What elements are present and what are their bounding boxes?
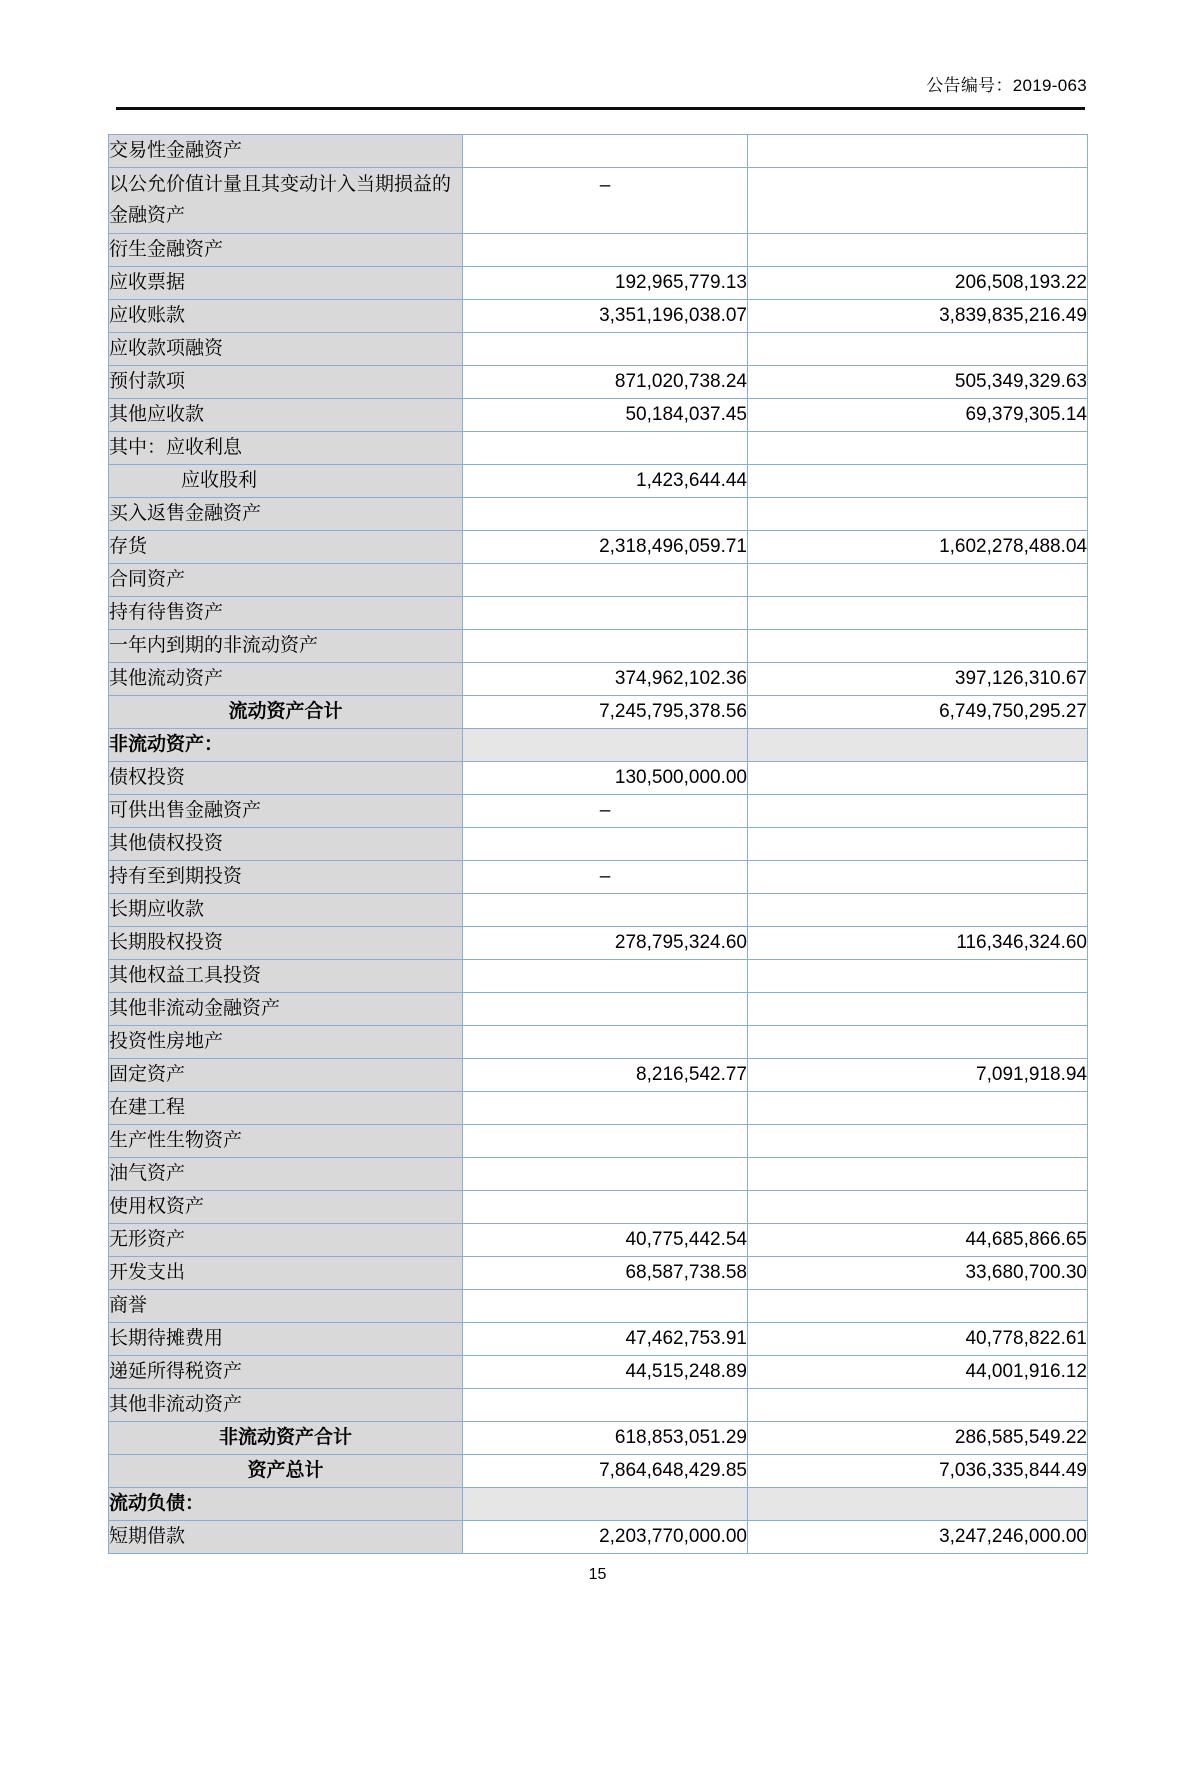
item-label-cell: 资产总计 [109,1455,463,1488]
header-divider [116,107,1085,110]
item-label-cell: 其他权益工具投资 [109,960,463,993]
table-row [109,531,1088,564]
current-value-cell [463,1158,748,1191]
table-row [109,1059,1088,1092]
item-label-cell: 买入返售金融资产 [109,498,463,531]
table-row [109,894,1088,927]
current-value-cell [463,1092,748,1125]
previous-value-cell: 44,001,916.12 [748,1356,1088,1389]
item-label-cell: 其他流动资产 [109,663,463,696]
previous-value-cell: 33,680,700.30 [748,1257,1088,1290]
item-label-cell: 持有至到期投资 [109,861,463,894]
balance-sheet-body [109,135,1088,1554]
table-row [109,993,1088,1026]
table-row [109,1521,1088,1554]
item-label-cell: 递延所得税资产 [109,1356,463,1389]
table-row [109,168,1088,234]
table-row [109,1191,1088,1224]
previous-value-cell: 1,602,278,488.04 [748,531,1088,564]
item-label-cell: 持有待售资产 [109,597,463,630]
current-value-cell: 1,423,644.44 [463,465,748,498]
item-label-cell: 合同资产 [109,564,463,597]
previous-value-cell [748,894,1088,927]
item-label-cell: 油气资产 [109,1158,463,1191]
previous-value-cell: 116,346,324.60 [748,927,1088,960]
previous-value-cell [748,1026,1088,1059]
current-value-cell: 8,216,542.77 [463,1059,748,1092]
item-label-cell: 流动负债： [109,1488,463,1521]
current-value-cell [463,960,748,993]
previous-value-cell [748,432,1088,465]
current-value-cell [463,1290,748,1323]
current-value-cell: 618,853,051.29 [463,1422,748,1455]
current-value-cell: 278,795,324.60 [463,927,748,960]
current-value-cell: 40,775,442.54 [463,1224,748,1257]
current-value-cell [463,1389,748,1422]
previous-value-cell [748,1488,1088,1521]
item-label-cell: 其他非流动资产 [109,1389,463,1422]
table-row [109,1455,1088,1488]
item-label-cell: 非流动资产： [109,729,463,762]
item-label-cell: 应收票据 [109,267,463,300]
item-label-cell: 其他应收款 [109,399,463,432]
previous-value-cell: 6,749,750,295.27 [748,696,1088,729]
current-value-cell [463,1125,748,1158]
item-label-cell: 商誉 [109,1290,463,1323]
table-row [109,564,1088,597]
current-value-cell: 50,184,037.45 [463,399,748,432]
table-row [109,1158,1088,1191]
table-row [109,762,1088,795]
item-label-cell: 固定资产 [109,1059,463,1092]
table-row [109,1356,1088,1389]
item-label-cell: 长期应收款 [109,894,463,927]
previous-value-cell [748,993,1088,1026]
current-value-cell [463,432,748,465]
table-row [109,333,1088,366]
current-value-cell: 2,318,496,059.71 [463,531,748,564]
table-row [109,1389,1088,1422]
table-row [109,1323,1088,1356]
item-label-cell: 其他债权投资 [109,828,463,861]
item-label-cell: 一年内到期的非流动资产 [109,630,463,663]
current-value-cell: 871,020,738.24 [463,366,748,399]
previous-value-cell [748,234,1088,267]
previous-value-cell [748,630,1088,663]
item-label-cell: 存货 [109,531,463,564]
table-row [109,795,1088,828]
table-row [109,630,1088,663]
previous-value-cell [748,1092,1088,1125]
previous-value-cell [748,1290,1088,1323]
item-label-cell: 应收款项融资 [109,333,463,366]
current-value-cell: – [463,795,748,828]
previous-value-cell: 3,247,246,000.00 [748,1521,1088,1554]
item-label-cell: 使用权资产 [109,1191,463,1224]
previous-value-cell [748,1158,1088,1191]
page-content [0,76,1200,1584]
table-row [109,1224,1088,1257]
previous-value-cell [748,465,1088,498]
item-label-cell: 在建工程 [109,1092,463,1125]
current-value-cell: 7,864,648,429.85 [463,1455,748,1488]
current-value-cell [463,564,748,597]
previous-value-cell [748,1191,1088,1224]
table-row [109,696,1088,729]
current-value-cell [463,630,748,663]
previous-value-cell: 7,036,335,844.49 [748,1455,1088,1488]
table-row [109,960,1088,993]
item-label-cell: 投资性房地产 [109,1026,463,1059]
table-row [109,498,1088,531]
item-label-cell: 其他非流动金融资产 [109,993,463,1026]
previous-value-cell [748,795,1088,828]
table-row [109,597,1088,630]
previous-value-cell [748,498,1088,531]
current-value-cell [463,498,748,531]
previous-value-cell [748,168,1088,234]
balance-sheet-table [108,134,1088,1554]
item-label-cell: 应收账款 [109,300,463,333]
current-value-cell [463,993,748,1026]
current-value-cell [463,729,748,762]
current-value-cell [463,234,748,267]
item-label-cell: 预付款项 [109,366,463,399]
table-row [109,1257,1088,1290]
doc-number: 公告编号：2019-063 [926,76,1087,95]
item-label-cell: 以公允价值计量且其变动计入当期损益的金融资产 [109,168,463,234]
table-row [109,828,1088,861]
previous-value-cell: 40,778,822.61 [748,1323,1088,1356]
table-row [109,1026,1088,1059]
current-value-cell [463,1026,748,1059]
previous-value-cell [748,597,1088,630]
previous-value-cell [748,960,1088,993]
previous-value-cell: 44,685,866.65 [748,1224,1088,1257]
current-value-cell: 68,587,738.58 [463,1257,748,1290]
current-value-cell [463,828,748,861]
item-label-cell: 长期股权投资 [109,927,463,960]
current-value-cell: 47,462,753.91 [463,1323,748,1356]
previous-value-cell [748,564,1088,597]
table-row [109,366,1088,399]
table-row [109,465,1088,498]
current-value-cell: 3,351,196,038.07 [463,300,748,333]
item-label-cell: 无形资产 [109,1224,463,1257]
table-row [109,1092,1088,1125]
previous-value-cell [748,1125,1088,1158]
page-number: 15 [588,1566,607,1583]
table-row [109,267,1088,300]
table-row [109,1488,1088,1521]
item-label-cell: 可供出售金融资产 [109,795,463,828]
previous-value-cell [748,1389,1088,1422]
current-value-cell [463,597,748,630]
table-row [109,927,1088,960]
item-label-cell: 流动资产合计 [109,696,463,729]
table-row [109,135,1088,168]
previous-value-cell: 7,091,918.94 [748,1059,1088,1092]
item-label-cell: 债权投资 [109,762,463,795]
table-row [109,729,1088,762]
previous-value-cell: 69,379,305.14 [748,399,1088,432]
current-value-cell [463,333,748,366]
table-row [109,1422,1088,1455]
previous-value-cell [748,729,1088,762]
current-value-cell: – [463,168,748,234]
previous-value-cell [748,333,1088,366]
table-row [109,300,1088,333]
current-value-cell: – [463,861,748,894]
item-label-cell: 其中：应收利息 [109,432,463,465]
table-row [109,234,1088,267]
current-value-cell [463,1488,748,1521]
item-label-cell: 长期待摊费用 [109,1323,463,1356]
current-value-cell: 130,500,000.00 [463,762,748,795]
table-row [109,1290,1088,1323]
previous-value-cell [748,861,1088,894]
current-value-cell: 2,203,770,000.00 [463,1521,748,1554]
current-value-cell [463,1191,748,1224]
current-value-cell: 44,515,248.89 [463,1356,748,1389]
table-row [109,432,1088,465]
item-label-cell: 开发支出 [109,1257,463,1290]
previous-value-cell: 505,349,329.63 [748,366,1088,399]
current-value-cell: 192,965,779.13 [463,267,748,300]
previous-value-cell [748,762,1088,795]
item-label-cell: 短期借款 [109,1521,463,1554]
current-value-cell: 374,962,102.36 [463,663,748,696]
previous-value-cell: 286,585,549.22 [748,1422,1088,1455]
previous-value-cell [748,135,1088,168]
previous-value-cell: 397,126,310.67 [748,663,1088,696]
current-value-cell [463,894,748,927]
table-row [109,1125,1088,1158]
current-value-cell: 7,245,795,378.56 [463,696,748,729]
item-label-cell: 非流动资产合计 [109,1422,463,1455]
item-label-cell: 交易性金融资产 [109,135,463,168]
previous-value-cell [748,828,1088,861]
table-row [109,861,1088,894]
item-label-cell: 生产性生物资产 [109,1125,463,1158]
item-label-cell: 应收股利 [109,465,463,498]
previous-value-cell: 3,839,835,216.49 [748,300,1088,333]
item-label-cell: 衍生金融资产 [109,234,463,267]
previous-value-cell: 206,508,193.22 [748,267,1088,300]
table-row [109,663,1088,696]
current-value-cell [463,135,748,168]
table-row [109,399,1088,432]
